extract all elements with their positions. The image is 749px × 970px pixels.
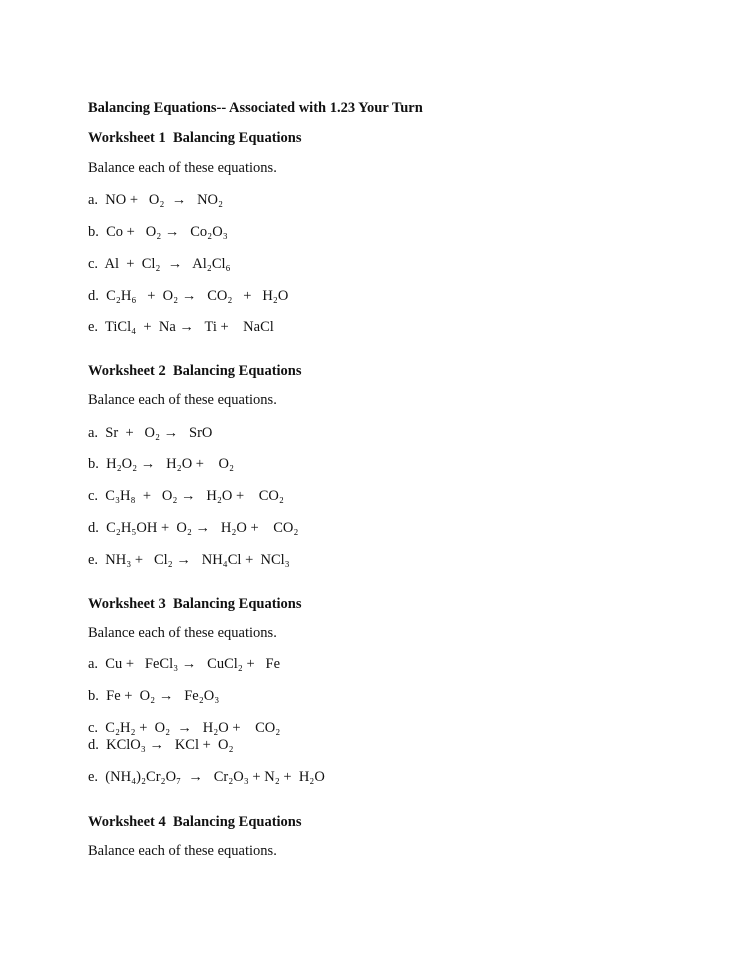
equation: d. C₂H₅OH + O₂ → H₂O + CO₂	[88, 520, 299, 536]
equation: b. Co + O₂ → Co₂O₃	[88, 224, 228, 240]
worksheet-3-heading: Worksheet 3 Balancing Equations	[88, 596, 302, 612]
equation: d. C₂H₆ + O₂ → CO₂ + H₂O	[88, 288, 289, 304]
equation: b. H₂O₂ → H₂O + O₂	[88, 456, 235, 472]
worksheet-2-heading: Worksheet 2 Balancing Equations	[88, 363, 302, 379]
document-title: Balancing Equations-- Associated with 1.23 Your Turn	[88, 100, 423, 116]
worksheet-3-instruction: Balance each of these equations.	[88, 625, 277, 641]
worksheet-1-instruction: Balance each of these equations.	[88, 160, 277, 176]
equation: c. C₂H₂ + O₂ → H₂O + CO₂	[88, 720, 281, 736]
equation: e. TiCl₄ + Na → Ti + NaCl	[88, 319, 274, 335]
equation: a. NO + O₂ → NO₂	[88, 192, 224, 208]
worksheet-4-instruction: Balance each of these equations.	[88, 843, 277, 859]
equation: e. NH₃ + Cl₂ → NH₄Cl + NCl₃	[88, 552, 290, 568]
worksheet-4-heading: Worksheet 4 Balancing Equations	[88, 814, 302, 830]
equation: a. Cu + FeCl₃ → CuCl₂ + Fe	[88, 656, 281, 672]
equation: c. C₃H₈ + O₂ → H₂O + CO₂	[88, 488, 284, 504]
worksheet-2-instruction: Balance each of these equations.	[88, 392, 277, 408]
equation: d. KClO₃ → KCl + O₂	[88, 737, 234, 753]
equation: e. (NH₄)₂Cr₂O₇ → Cr₂O₃ + N₂ + H₂O	[88, 769, 325, 785]
equation: a. Sr + O₂ → SrO	[88, 425, 213, 441]
worksheet-1-heading: Worksheet 1 Balancing Equations	[88, 130, 302, 146]
equation: c. Al + Cl₂ → Al₂Cl₆	[88, 256, 231, 272]
equation: b. Fe + O₂ → Fe₂O₃	[88, 688, 220, 704]
